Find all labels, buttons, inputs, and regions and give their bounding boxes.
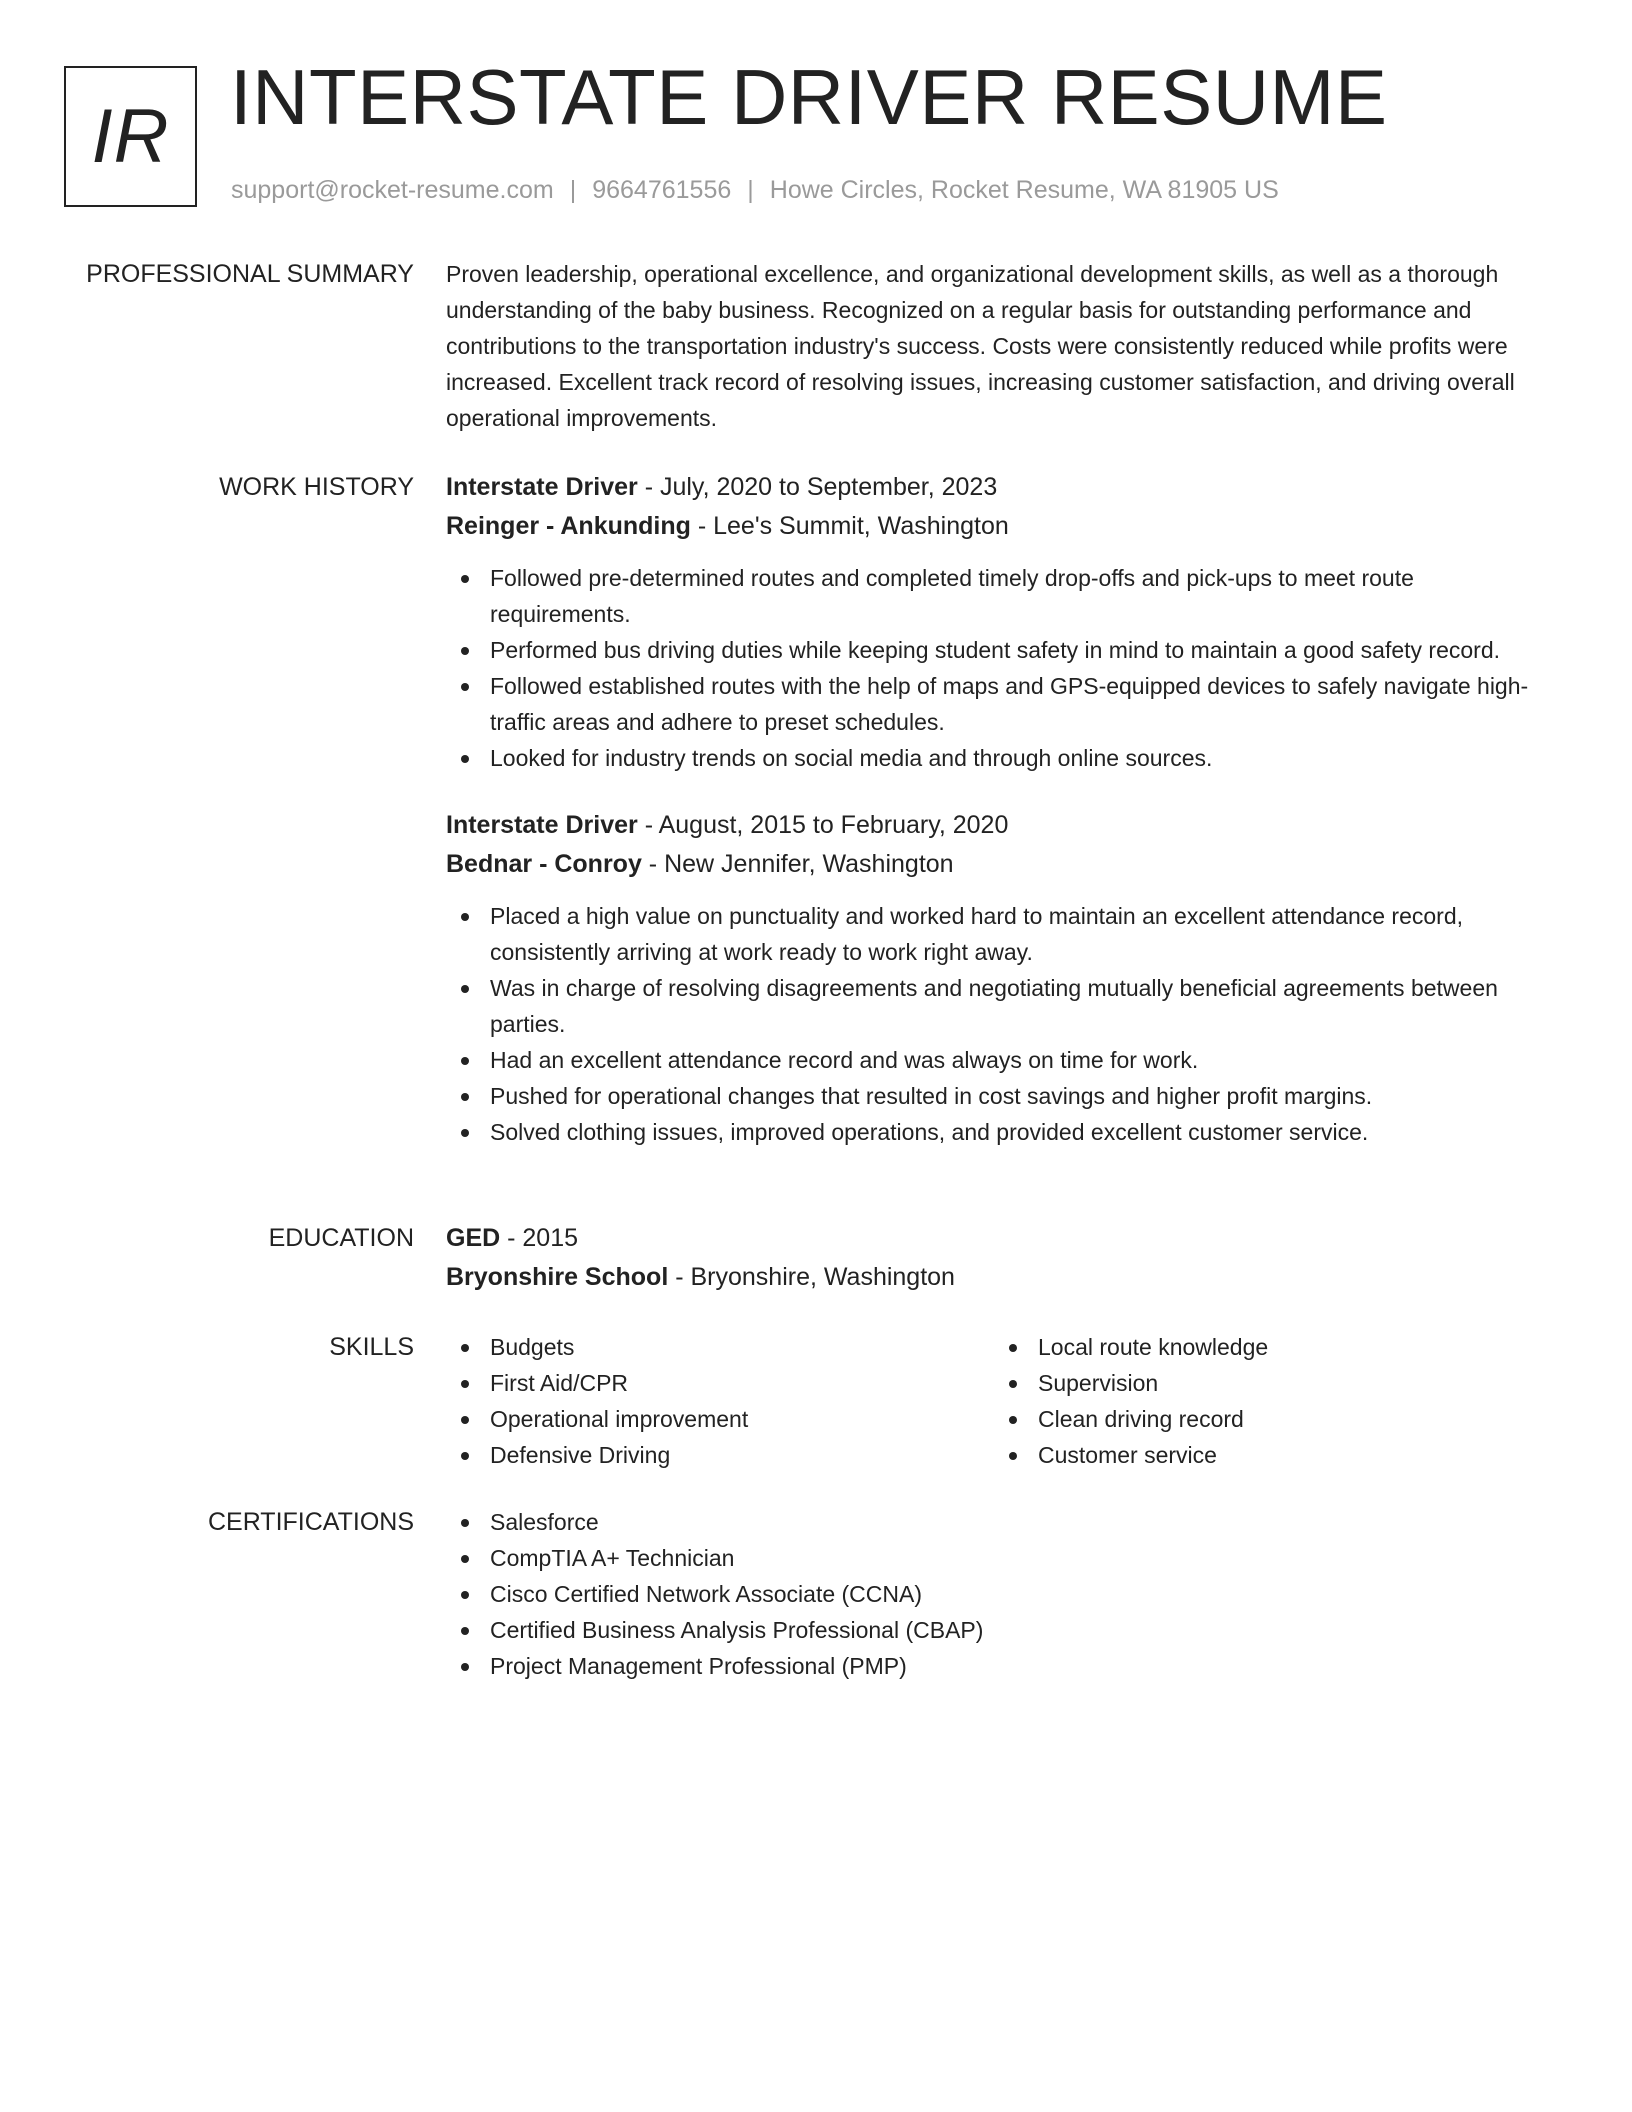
job-title: Interstate Driver bbox=[446, 811, 638, 839]
contact-email: support@rocket-resume.com bbox=[231, 176, 554, 204]
certifications-list bbox=[446, 1504, 1556, 1684]
section-label: PROFESSIONAL SUMMARY bbox=[86, 260, 414, 288]
list-item: Certified Business Analysis Professional (CBAP) bbox=[446, 1612, 1556, 1648]
list-item: Had an excellent attendance record and was always on time for work. bbox=[446, 1042, 1556, 1078]
list-item: Customer service bbox=[994, 1437, 1542, 1473]
list-item: Clean driving record bbox=[994, 1401, 1542, 1437]
education-degree: GED bbox=[446, 1224, 501, 1252]
job-dates: - August, 2015 to February, 2020 bbox=[637, 811, 1009, 839]
contact-separator: | bbox=[747, 176, 754, 204]
job-title-line bbox=[446, 806, 1556, 845]
skills-list-right bbox=[994, 1329, 1542, 1473]
skills-list-left bbox=[446, 1329, 994, 1473]
job-bullets bbox=[446, 560, 1556, 776]
list-item: Followed established routes with the help of maps and GPS-equipped devices to safely navigate high-traffic areas and adhere to preset schedules. bbox=[446, 668, 1556, 740]
job-company-line bbox=[446, 507, 1556, 546]
contact-phone: 9664761556 bbox=[592, 176, 732, 204]
job-bullets bbox=[446, 898, 1556, 1150]
list-item: Defensive Driving bbox=[446, 1437, 994, 1473]
job-entry bbox=[446, 806, 1556, 1150]
list-item: Operational improvement bbox=[446, 1401, 994, 1437]
section-body bbox=[446, 256, 1556, 436]
list-item: Budgets bbox=[446, 1329, 994, 1365]
list-item: Performed bus driving duties while keeping student safety in mind to maintain a good safety record. bbox=[446, 632, 1556, 668]
list-item: Cisco Certified Network Associate (CCNA) bbox=[446, 1576, 1556, 1612]
section-body bbox=[446, 1219, 1556, 1297]
section-label: WORK HISTORY bbox=[219, 473, 414, 501]
list-item: Supervision bbox=[994, 1365, 1542, 1401]
job-title-line bbox=[446, 468, 1556, 507]
job-dates: - July, 2020 to September, 2023 bbox=[637, 473, 998, 501]
monogram-text: IR bbox=[91, 94, 170, 179]
list-item: Pushed for operational changes that resulted in cost savings and higher profit margins. bbox=[446, 1078, 1556, 1114]
contact-line bbox=[231, 176, 1279, 205]
section-label: CERTIFICATIONS bbox=[207, 1508, 414, 1536]
contact-separator: | bbox=[569, 176, 577, 204]
job-company: Reinger - Ankunding bbox=[446, 512, 691, 540]
list-item: Followed pre-determined routes and completed timely drop-offs and pick-ups to meet route requirements. bbox=[446, 560, 1556, 632]
education-year: - 2015 bbox=[500, 1224, 579, 1252]
section-body bbox=[446, 468, 1556, 1150]
section-label: EDUCATION bbox=[268, 1224, 414, 1252]
job-location: - Lee's Summit, Washington bbox=[690, 512, 1009, 540]
education-degree-line bbox=[446, 1219, 1556, 1258]
job-company: Bednar - Conroy bbox=[446, 850, 642, 878]
job-title: Interstate Driver bbox=[446, 473, 638, 501]
job-company-line bbox=[446, 845, 1556, 884]
list-item: Salesforce bbox=[446, 1504, 1556, 1540]
list-item: Local route knowledge bbox=[994, 1329, 1542, 1365]
contact-address: Howe Circles, Rocket Resume, WA 81905 US bbox=[769, 176, 1279, 204]
list-item: Solved clothing issues, improved operations, and provided excellent customer service. bbox=[446, 1114, 1556, 1150]
list-item: Looked for industry trends on social media and through online sources. bbox=[446, 740, 1556, 776]
resume-title: INTERSTATE DRIVER RESUME bbox=[230, 53, 1388, 141]
list-item: Project Management Professional (PMP) bbox=[446, 1648, 1556, 1684]
list-item: First Aid/CPR bbox=[446, 1365, 994, 1401]
list-item: Placed a high value on punctuality and worked hard to maintain an excellent attendance record, consistently arriving at work ready to work right away. bbox=[446, 898, 1556, 970]
education-school-line bbox=[446, 1258, 1556, 1297]
summary-text: Proven leadership, operational excellence, and organizational development skills, as well as a thorough understanding of the baby business. Recognized on a regular basis for outstanding performance and contributions to the transportation industry's success. Costs were consistently reduced while profits were increased. Excellent track record of resolving issues, increasing customer satisfaction, and driving overall operational improvements. bbox=[446, 261, 1515, 431]
monogram-badge bbox=[64, 66, 197, 207]
section-label: SKILLS bbox=[329, 1333, 414, 1361]
education-school: Bryonshire School bbox=[446, 1263, 669, 1291]
job-location: - New Jennifer, Washington bbox=[641, 850, 954, 878]
skills-columns bbox=[446, 1329, 1556, 1473]
section-body bbox=[446, 1504, 1556, 1684]
list-item: Was in charge of resolving disagreements and negotiating mutually beneficial agreements between parties. bbox=[446, 970, 1556, 1042]
education-location: - Bryonshire, Washington bbox=[668, 1263, 955, 1291]
list-item: CompTIA A+ Technician bbox=[446, 1540, 1556, 1576]
job-entry bbox=[446, 468, 1556, 776]
